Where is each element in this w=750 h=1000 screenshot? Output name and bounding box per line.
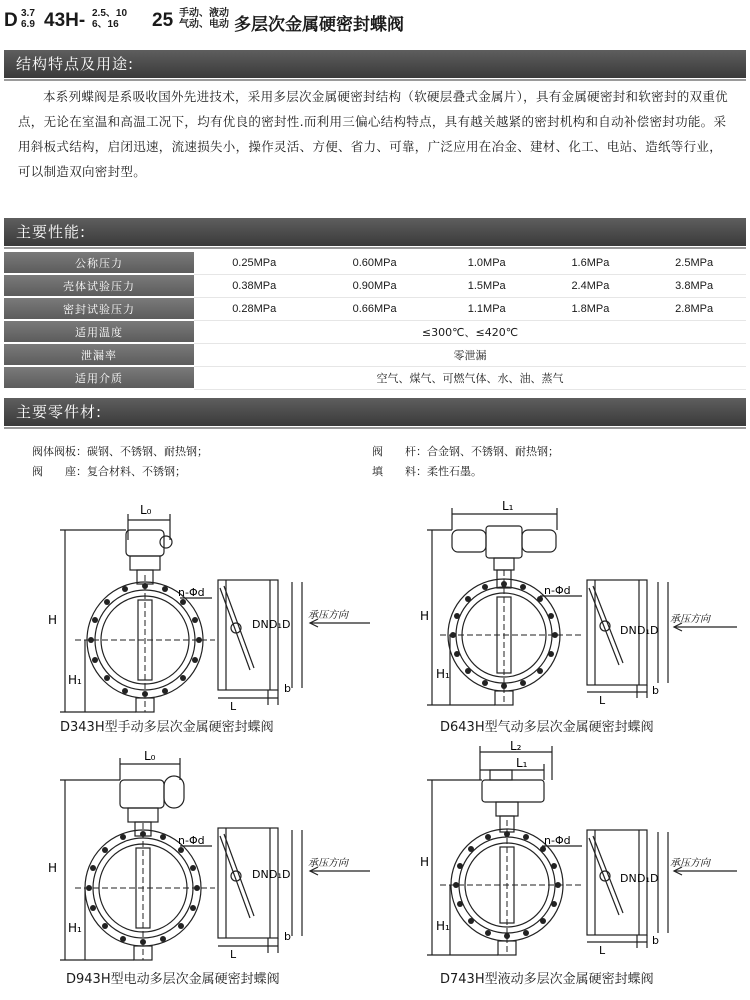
label-l2: L₂ (510, 740, 522, 753)
table-cell: 1.6MPa (539, 252, 643, 274)
table-cell: 1.8MPa (539, 297, 643, 320)
title-drive (179, 8, 229, 30)
label-d1: D₁ (269, 868, 282, 881)
label-flow: 承压方向 (308, 610, 348, 621)
table-row (4, 343, 746, 366)
table-cell: 2.4MPa (539, 274, 643, 297)
label-dn: DN (620, 624, 637, 637)
table-cell: 零泄漏 (194, 343, 746, 366)
title-drive-bottom: 气动、电动 (179, 19, 229, 30)
diagram-d643 (412, 500, 742, 715)
intro-paragraph: 本系列蝶阀是系吸收国外先进技术，采用多层次金属硬密封结构（软硬层叠式金属片），具有金属硬密封和软密封的双重优点，无论在室温和高温工况下，均有优良的密封性.而利用三偏心结构特点，具有越关越紧的密封机构和自动补偿密封功能。采用斜板式结构，启闭迅速，流速损失小，操作灵活、方便、省力、可靠，广泛应用在冶金、建材、化工、电站、造纸等行业，可以制造双向密封型。 (18, 89, 728, 179)
label-d: D (282, 618, 291, 631)
title-model: 43H- (44, 10, 86, 31)
title-prefix: D (4, 10, 18, 31)
table-row (4, 366, 746, 389)
label-h: H (48, 861, 58, 875)
label-l: L (230, 700, 237, 713)
section-materials-header: 主要零件材: (4, 398, 746, 426)
title-sub2 (92, 8, 127, 30)
caption-d743: D743H型液动多层次金属硬密封蝶阀 (440, 972, 654, 987)
diagram-d743 (412, 740, 742, 962)
label-flow: 承压方向 (670, 614, 710, 625)
label-h: H (420, 855, 430, 869)
label-dn: DN (252, 618, 269, 631)
label-flow: 承压方向 (308, 858, 348, 869)
label-bolt: n-Φd (178, 834, 205, 847)
table-cell: 空气、煤气、可燃气体、水、油、蒸气 (194, 366, 746, 389)
table-cell: 1.5MPa (435, 274, 539, 297)
label-dn: DN (252, 868, 269, 881)
label-bolt: n-Φd (544, 834, 571, 847)
label-l1: L₁ (516, 756, 528, 770)
section-performance-header: 主要性能: (4, 218, 746, 246)
table-cell: 0.60MPa (314, 252, 434, 274)
row-label: 适用温度 (4, 320, 194, 343)
table-cell: ≤300℃、≤420℃ (194, 320, 746, 343)
label-dn: DN (620, 872, 637, 885)
materials-list (32, 442, 732, 482)
table-cell: 2.5MPa (642, 252, 746, 274)
title-sub2-bottom: 6、16 (92, 19, 119, 30)
label-h: H (420, 609, 430, 623)
label-b: b (284, 682, 291, 695)
title-sub1-bottom: 6.9 (21, 19, 35, 30)
row-label: 密封试验压力 (4, 297, 194, 320)
title-drive-top: 手动、液动 (179, 8, 229, 19)
label-bolt: n-Φd (178, 586, 205, 599)
label-d1: D₁ (269, 618, 282, 631)
label-b: b (652, 934, 659, 947)
label-d: D (282, 868, 291, 881)
row-label: 公称压力 (4, 252, 194, 274)
label-d: D (650, 624, 659, 637)
table-row (4, 274, 746, 297)
label-b: b (652, 684, 659, 697)
label-l0: L₀ (140, 503, 152, 517)
material-stem: 阀 杆：合金钢、不锈钢、耐热钢； (372, 445, 559, 458)
label-h1: H₁ (436, 667, 450, 681)
table-cell: 2.8MPa (642, 297, 746, 320)
label-l0: L₀ (144, 749, 156, 763)
table-cell: 0.28MPa (194, 297, 314, 320)
section-structure-header: 结构特点及用途: (4, 50, 746, 78)
table-cell: 0.25MPa (194, 252, 314, 274)
row-label: 泄漏率 (4, 343, 194, 366)
label-d1: D₁ (637, 624, 650, 637)
table-cell: 0.90MPa (314, 274, 434, 297)
label-bolt: n-Φd (544, 584, 571, 597)
row-label: 壳体试验压力 (4, 274, 194, 297)
table-cell: 0.38MPa (194, 274, 314, 297)
caption-d343: D343H型手动多层次金属硬密封蝶阀 (60, 720, 274, 735)
title-pressure: 25 (152, 10, 174, 31)
label-flow: 承压方向 (670, 858, 710, 869)
label-h1: H₁ (68, 673, 82, 687)
label-h1: H₁ (68, 921, 82, 935)
label-l: L (230, 948, 237, 961)
label-b: b (284, 930, 291, 943)
title-sub1 (21, 8, 35, 30)
label-h: H (48, 613, 58, 627)
label-l1: L₁ (502, 500, 514, 513)
table-row (4, 297, 746, 320)
label-d1: D₁ (637, 872, 650, 885)
label-l: L (599, 694, 606, 707)
row-label: 适用介质 (4, 366, 194, 389)
material-packing: 填 料：柔性石墨。 (372, 465, 482, 478)
table-cell: 1.1MPa (435, 297, 539, 320)
page-title (4, 2, 746, 42)
table-cell: 3.8MPa (642, 274, 746, 297)
label-l: L (599, 944, 606, 957)
diagram-d343 (40, 500, 370, 715)
material-body: 阀体阀板：碳钢、不锈钢、耐热钢； (32, 445, 208, 458)
caption-d643: D643H型气动多层次金属硬密封蝶阀 (440, 720, 654, 735)
title-sub2-top: 2.5、10 (92, 8, 128, 19)
title-name: 多层次金属硬密封蝶阀 (234, 15, 404, 35)
table-row (4, 252, 746, 274)
diagram-d943 (40, 748, 370, 963)
caption-d943: D943H型电动多层次金属硬密封蝶阀 (66, 972, 280, 987)
table-cell: 0.66MPa (314, 297, 434, 320)
title-sub1-top: 3.7 (21, 8, 35, 19)
performance-table (4, 252, 746, 390)
material-seat: 阀 座：复合材料、不锈钢； (32, 465, 186, 478)
table-cell: 1.0MPa (435, 252, 539, 274)
label-d: D (650, 872, 659, 885)
table-row (4, 320, 746, 343)
label-h1: H₁ (436, 919, 450, 933)
